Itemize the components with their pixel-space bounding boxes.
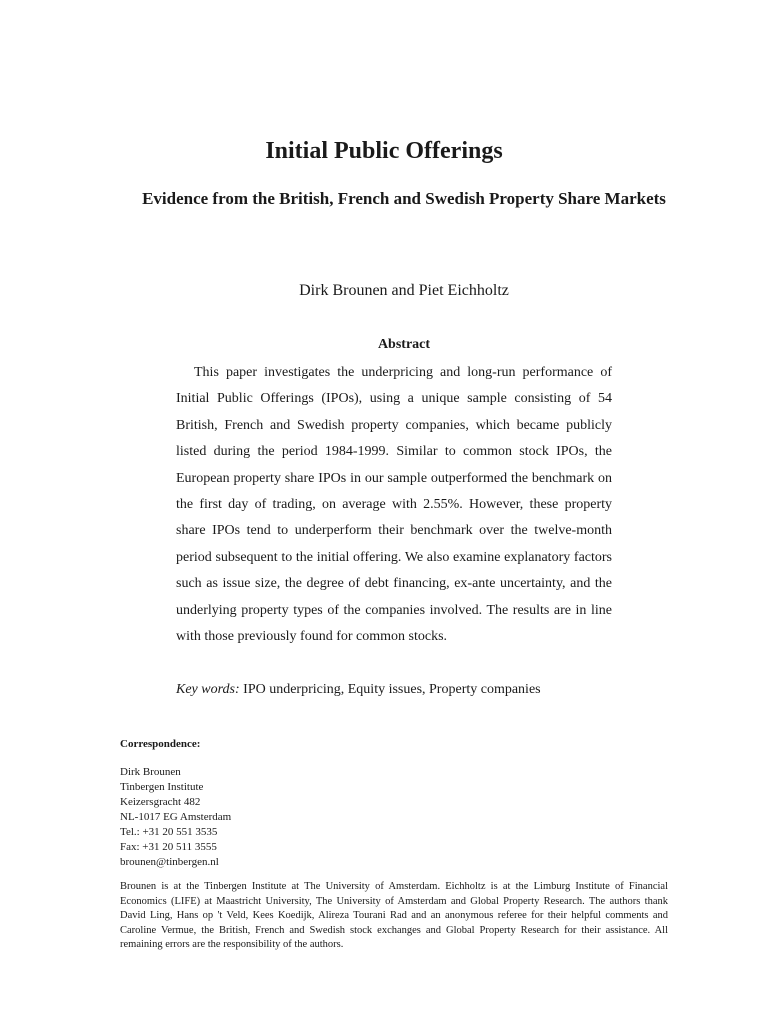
correspondence-fax: Fax: +31 20 511 3555 — [120, 841, 217, 853]
correspondence-email: brounen@tinbergen.nl — [120, 856, 219, 868]
paper-title: Initial Public Offerings — [265, 138, 503, 164]
keywords-text: IPO underpricing, Equity issues, Property companies — [239, 682, 541, 697]
keywords-label: Key words: — [176, 682, 240, 697]
correspondence-street: Keizersgracht 482 — [120, 796, 201, 808]
correspondence-institute: Tinbergen Institute — [120, 781, 204, 793]
correspondence-name: Dirk Brounen — [120, 766, 181, 778]
paper-subtitle: Evidence from the British, French and Swedish Property Share Markets — [142, 189, 666, 208]
correspondence-phone: Tel.: +31 20 551 3535 — [120, 826, 218, 838]
keywords — [176, 682, 636, 698]
author-footnote: Brounen is at the Tinbergen Institute at The University of Amsterdam. Eichholtz is at the Limburg Institute of Financial Economics (LIFE) at Maastricht University, The University of Amsterdam and Global Property Research. The authors thank David Ling, Hans op 't Veld, Kees Koedijk, Alireza Tourani Rad and an anonymous referee for their helpful comments and Caroline Vermue, the British, French and Swedish stock exchanges and Global Property Research for their assistance. All remaining errors are the responsibility of the authors. — [120, 881, 668, 951]
paper-authors: Dirk Brounen and Piet Eichholtz — [299, 282, 509, 299]
correspondence-address — [120, 765, 231, 870]
correspondence-city: NL-1017 EG Amsterdam — [120, 811, 232, 823]
correspondence-heading: Correspondence: — [120, 738, 201, 750]
abstract-heading: Abstract — [377, 337, 431, 352]
abstract-body: This paper investigates the underpricing and long-run performance of Initial Public Offerings (IPOs), using a unique sample consisting of 54 British, French and Swedish property companies, which became publicly listed during the period 1984-1999. Similar to common stock IPOs, the European property share IPOs in our sample outperformed the benchmark on the first day of trading, on average with 2.55%. However, these property share IPOs tend to underperform their benchmark over the twelve-month period subsequent to the initial offering. We also examine explanatory factors such as issue size, the degree of debt financing, ex-ante uncertainty, and the underlying property types of the companies involved. The results are in line with those previously found for common stocks. — [176, 365, 612, 645]
